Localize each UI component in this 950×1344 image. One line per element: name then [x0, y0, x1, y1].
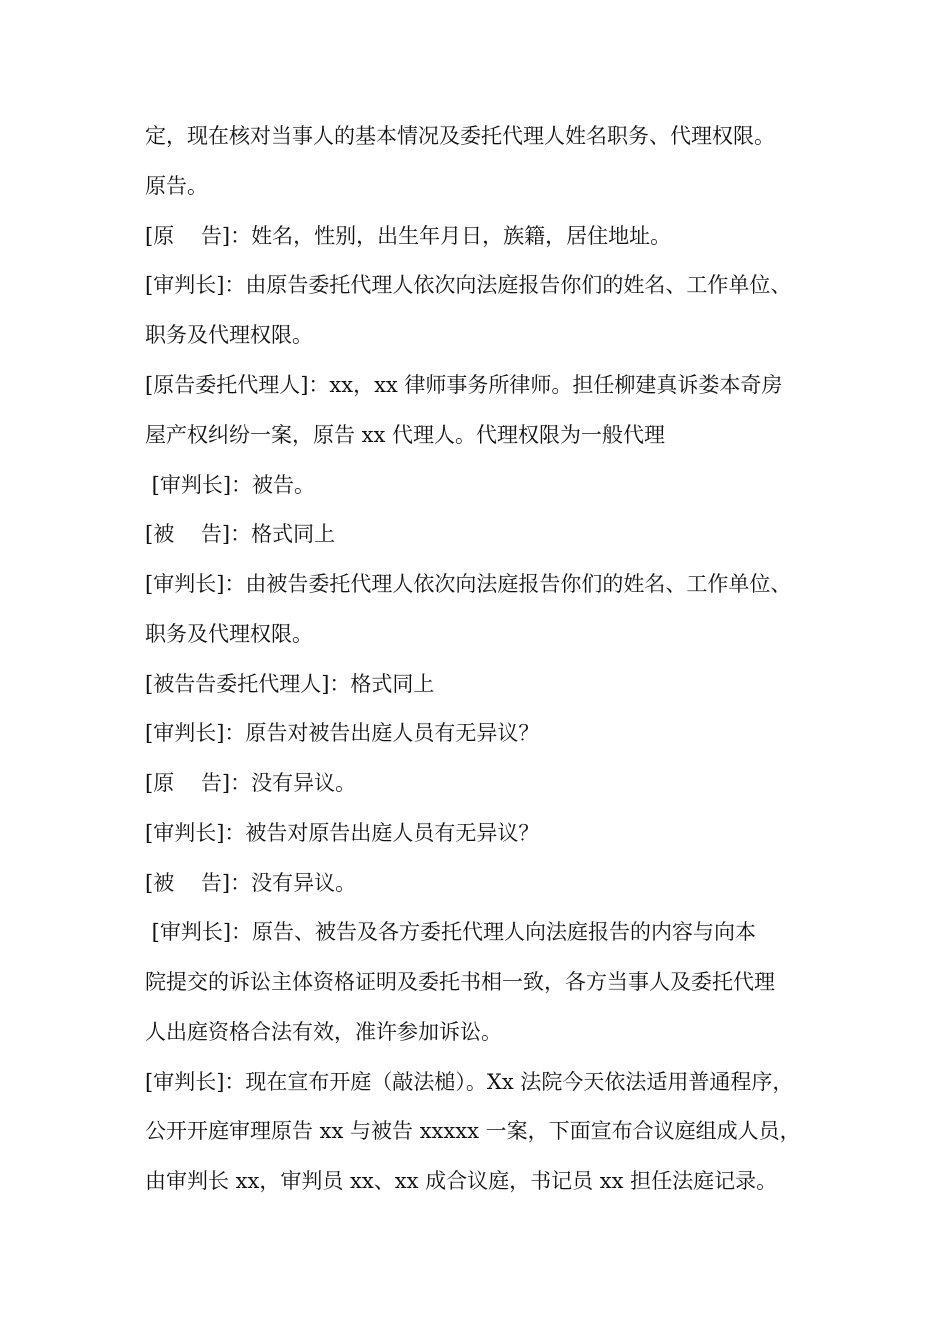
text-line: [审判长]：被告对原告出庭人员有无异议？ [145, 821, 540, 845]
text-line: [审判长]：被告。 [145, 473, 316, 497]
text-line: [被告告委托代理人]：格式同上 [145, 672, 435, 696]
text-line: [原 告]：没有异议。 [145, 771, 357, 795]
text-line: 院提交的诉讼主体资格证明及委托书相一致，各方当事人及委托代理 [145, 970, 775, 994]
text-line: 公开开庭审理原告 xx 与被告 xxxxx 一案，下面宣布合议庭组成人员， [145, 1119, 801, 1143]
text-line: [审判长]：原告对被告出庭人员有无异议？ [145, 721, 540, 745]
text-line: [原 告]：姓名，性别，出生年月日，族籍，居住地址。 [145, 224, 672, 248]
text-line: 由审判长 xx，审判员 xx、xx 成合议庭，书记员 xx 担任法庭记录。 [145, 1169, 778, 1193]
text-line: [原告委托代理人]：xx，xx 律师事务所律师。担任柳建真诉娄本奇房 [145, 373, 783, 397]
text-line: [审判长]：由被告委托代理人依次向法庭报告你们的姓名、工作单位、 [145, 572, 792, 596]
text-line: 原告。 [145, 174, 208, 198]
text-line: 人出庭资格合法有效，准许参加诉讼。 [145, 1020, 502, 1044]
text-line: [被 告]：格式同上 [145, 522, 336, 546]
text-line: [审判长]：现在宣布开庭（敲法槌）。Xx 法院今天依法适用普通程序， [145, 1070, 794, 1094]
text-line: [被 告]：没有异议。 [145, 871, 357, 895]
text-line: 定，现在核对当事人的基本情况及委托代理人姓名职务、代理权限。 [145, 124, 775, 148]
text-line: [审判长]：由原告委托代理人依次向法庭报告你们的姓名、工作单位、 [145, 273, 792, 297]
text-line: 职务及代理权限。 [145, 323, 313, 347]
text-line: [审判长]：原告、被告及各方委托代理人向法庭报告的内容与向本 [145, 920, 757, 944]
text-line: 职务及代理权限。 [145, 622, 313, 646]
text-line: 屋产权纠纷一案，原告 xx 代理人。代理权限为一般代理 [145, 423, 666, 447]
